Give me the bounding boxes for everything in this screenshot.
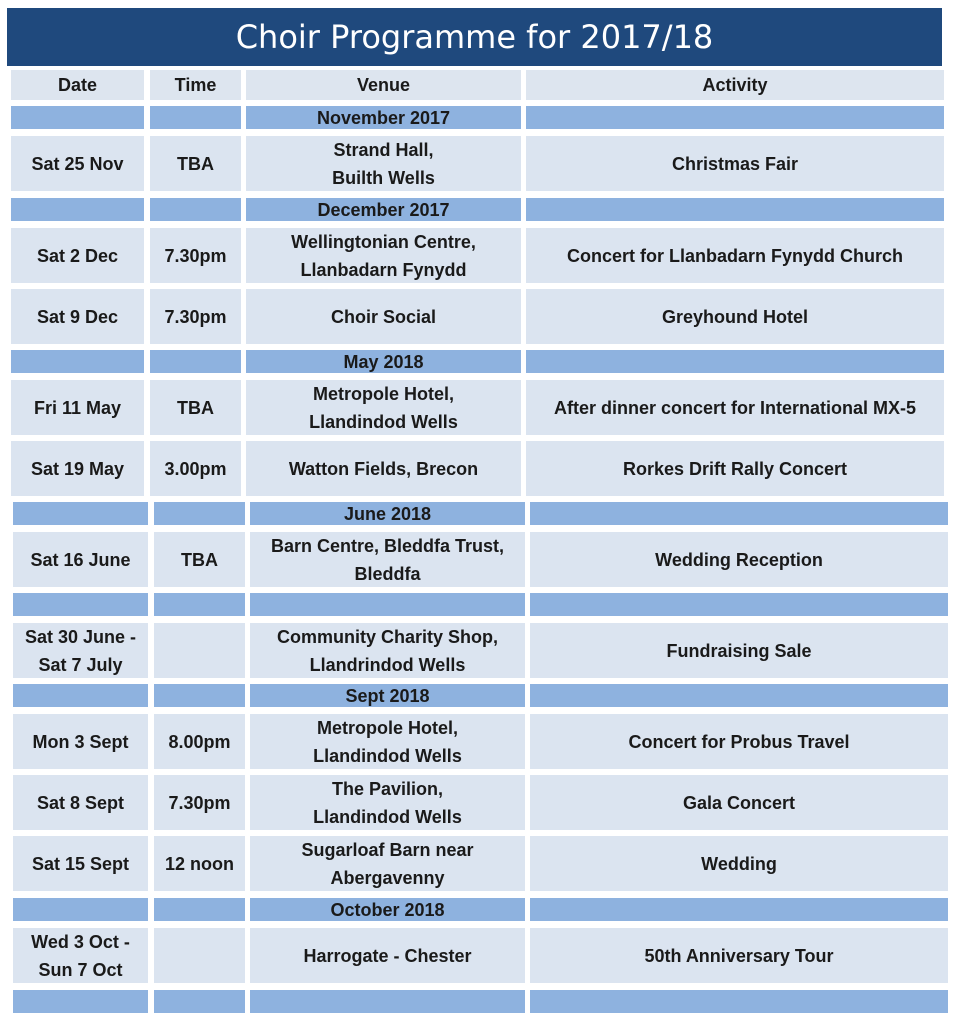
event-date: Fri 11 May [11,380,144,435]
month-label: June 2018 [250,502,525,525]
event-date: Wed 3 Oct - Sun 7 Oct [13,928,148,983]
event-date: Sat 30 June - Sat 7 July [13,623,148,678]
event-time: TBA [150,136,241,191]
month-label: October 2018 [250,898,525,921]
event-time: 7.30pm [154,775,245,830]
month-band-cell [154,990,245,1013]
event-venue: The Pavilion, Llandindod Wells [250,775,525,830]
month-label: Sept 2018 [250,684,525,707]
event-activity: 50th Anniversary Tour [530,928,948,983]
event-time: 12 noon [154,836,245,891]
event-time: 8.00pm [154,714,245,769]
event-time: TBA [154,532,245,587]
month-band-cell [530,593,948,616]
event-date: Sat 9 Dec [11,289,144,344]
event-activity: Fundraising Sale [530,623,948,678]
event-date: Sat 19 May [11,441,144,496]
event-venue: Wellingtonian Centre, Llanbadarn Fynydd [246,228,521,283]
month-band-cell [154,593,245,616]
month-label: May 2018 [246,350,521,373]
month-band-cell [150,350,241,373]
event-venue: Sugarloaf Barn near Abergavenny [250,836,525,891]
month-band-cell [13,502,148,525]
event-venue: Choir Social [246,289,521,344]
page-title: Choir Programme for 2017/18 [7,8,942,66]
event-activity: Gala Concert [530,775,948,830]
month-label: November 2017 [246,106,521,129]
event-date: Sat 8 Sept [13,775,148,830]
event-activity: Concert for Llanbadarn Fynydd Church [526,228,944,283]
event-date: Sat 16 June [13,532,148,587]
month-band-cell [526,350,944,373]
month-band-cell [150,106,241,129]
event-venue: Strand Hall, Builth Wells [246,136,521,191]
event-venue: Community Charity Shop, Llandrindod Wells [250,623,525,678]
event-activity: Greyhound Hotel [526,289,944,344]
event-date: Sat 15 Sept [13,836,148,891]
month-label [250,990,525,1013]
event-activity: Christmas Fair [526,136,944,191]
month-band-cell [11,198,144,221]
month-band-cell [150,198,241,221]
event-venue: Barn Centre, Bleddfa Trust, Bleddfa [250,532,525,587]
event-venue: Metropole Hotel, Llandindod Wells [250,714,525,769]
month-band-cell [154,502,245,525]
month-band-cell [154,898,245,921]
month-band-cell [13,593,148,616]
month-band-cell [530,990,948,1013]
event-time: 7.30pm [150,289,241,344]
event-time [154,623,245,678]
event-venue: Metropole Hotel, Llandindod Wells [246,380,521,435]
event-date: Sat 2 Dec [11,228,144,283]
event-time: 3.00pm [150,441,241,496]
month-band-cell [13,990,148,1013]
month-label: December 2017 [246,198,521,221]
event-activity: Concert for Probus Travel [530,714,948,769]
event-activity: Wedding [530,836,948,891]
month-band-cell [13,684,148,707]
month-band-cell [526,198,944,221]
month-band-cell [13,898,148,921]
event-venue: Harrogate - Chester [250,928,525,983]
event-time: 7.30pm [150,228,241,283]
column-header: Date [11,70,144,100]
month-band-cell [530,898,948,921]
event-venue: Watton Fields, Brecon [246,441,521,496]
month-band-cell [154,684,245,707]
month-label [250,593,525,616]
event-activity: Rorkes Drift Rally Concert [526,441,944,496]
event-date: Sat 25 Nov [11,136,144,191]
month-band-cell [526,106,944,129]
event-activity: Wedding Reception [530,532,948,587]
event-date: Mon 3 Sept [13,714,148,769]
column-header: Venue [246,70,521,100]
column-header: Time [150,70,241,100]
month-band-cell [530,502,948,525]
event-time: TBA [150,380,241,435]
event-time [154,928,245,983]
month-band-cell [530,684,948,707]
column-header: Activity [526,70,944,100]
month-band-cell [11,106,144,129]
month-band-cell [11,350,144,373]
event-activity: After dinner concert for International MX-5 [526,380,944,435]
